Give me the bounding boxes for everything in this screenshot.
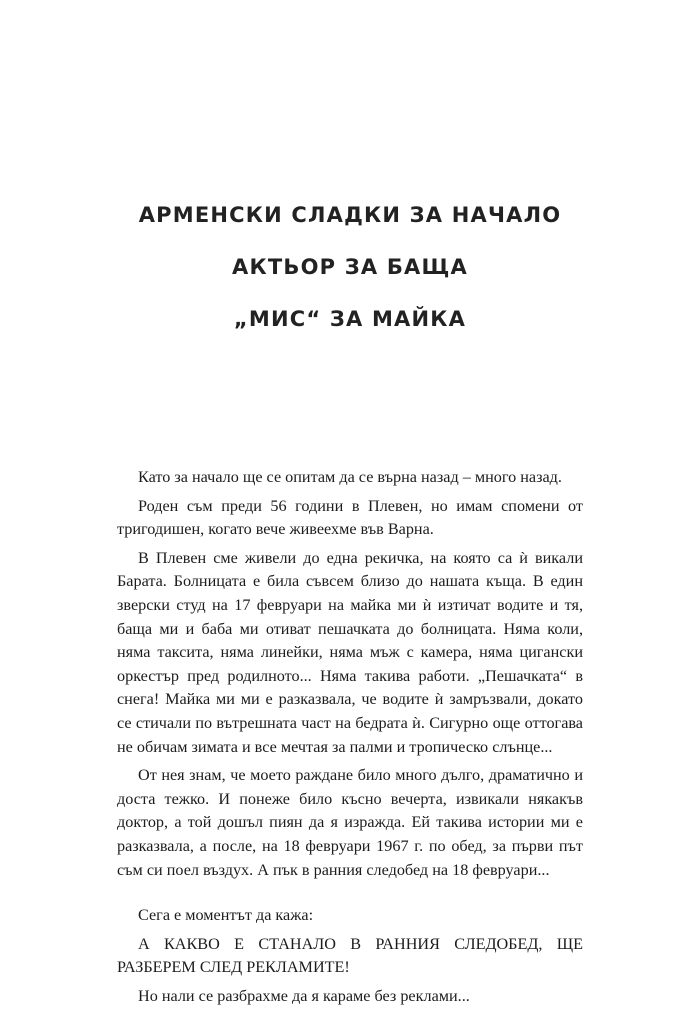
chapter-headings <box>0 193 700 349</box>
paragraph-4: От нея знам, че моето раждане било много дълго, драматично и доста тежко. И понеже било късно вечерта, извикали някакъв доктор, а той дошъл пиян да я изражда. Ей такива истории ми е разказвала, а после, на 18 февруари 1967 г. по обед, за първи път съм си поел въздух. А пък в ранния следобед на 18 февруари... <box>117 766 583 879</box>
paragraph-2: Роден съм преди 56 години в Плевен, но имам спомени от тригодишен, когато вече живеехме във Варна. <box>117 496 583 539</box>
section-gap <box>117 887 583 904</box>
closing-line-3: Но нали се разбрахме да я караме без реклами... <box>138 986 470 1005</box>
chapter-heading-3: „МИС“ ЗА МАЙКА <box>233 307 467 331</box>
closing-line-2: А КАКВО Е СТАНАЛО В РАННИЯ СЛЕДОБЕД, ЩЕ РАЗБЕРЕМ СЛЕД РЕКЛАМИТЕ! <box>117 934 583 977</box>
chapter-heading-2: АКТЬОР ЗА БАЩА <box>232 255 468 279</box>
closing-line-1: Сега е моментът да кажа: <box>138 906 314 925</box>
paragraph-1: Като за начало ще се опитам да се върна назад – много назад. <box>138 468 562 486</box>
chapter-body <box>117 466 583 1013</box>
paragraph-3: В Плевен сме живели до една рекичка, на която са ѝ викали Барата. Болницата е била съвсем близо до нашата къща. В един зверски студ на 17 февруари на майка ми ѝ изтичат водите и тя, баща ми и баба ми отиват пешачката до болницата. Няма коли, няма таксита, няма линейки, няма мъж с камера, няма цигански оркестър пред родилното... Няма такива работи. „Пешачката“ в снега! Майка ми ми е разказвала, че водите ѝ замръзвали, докато се стичали по вътрешната част на бедрата ѝ. Сигурно още оттогава не обичам зимата и все мечтая за палми и тропическо слънце... <box>117 548 583 756</box>
chapter-heading-1: АРМЕНСКИ СЛАДКИ ЗА НАЧАЛО <box>138 203 562 227</box>
